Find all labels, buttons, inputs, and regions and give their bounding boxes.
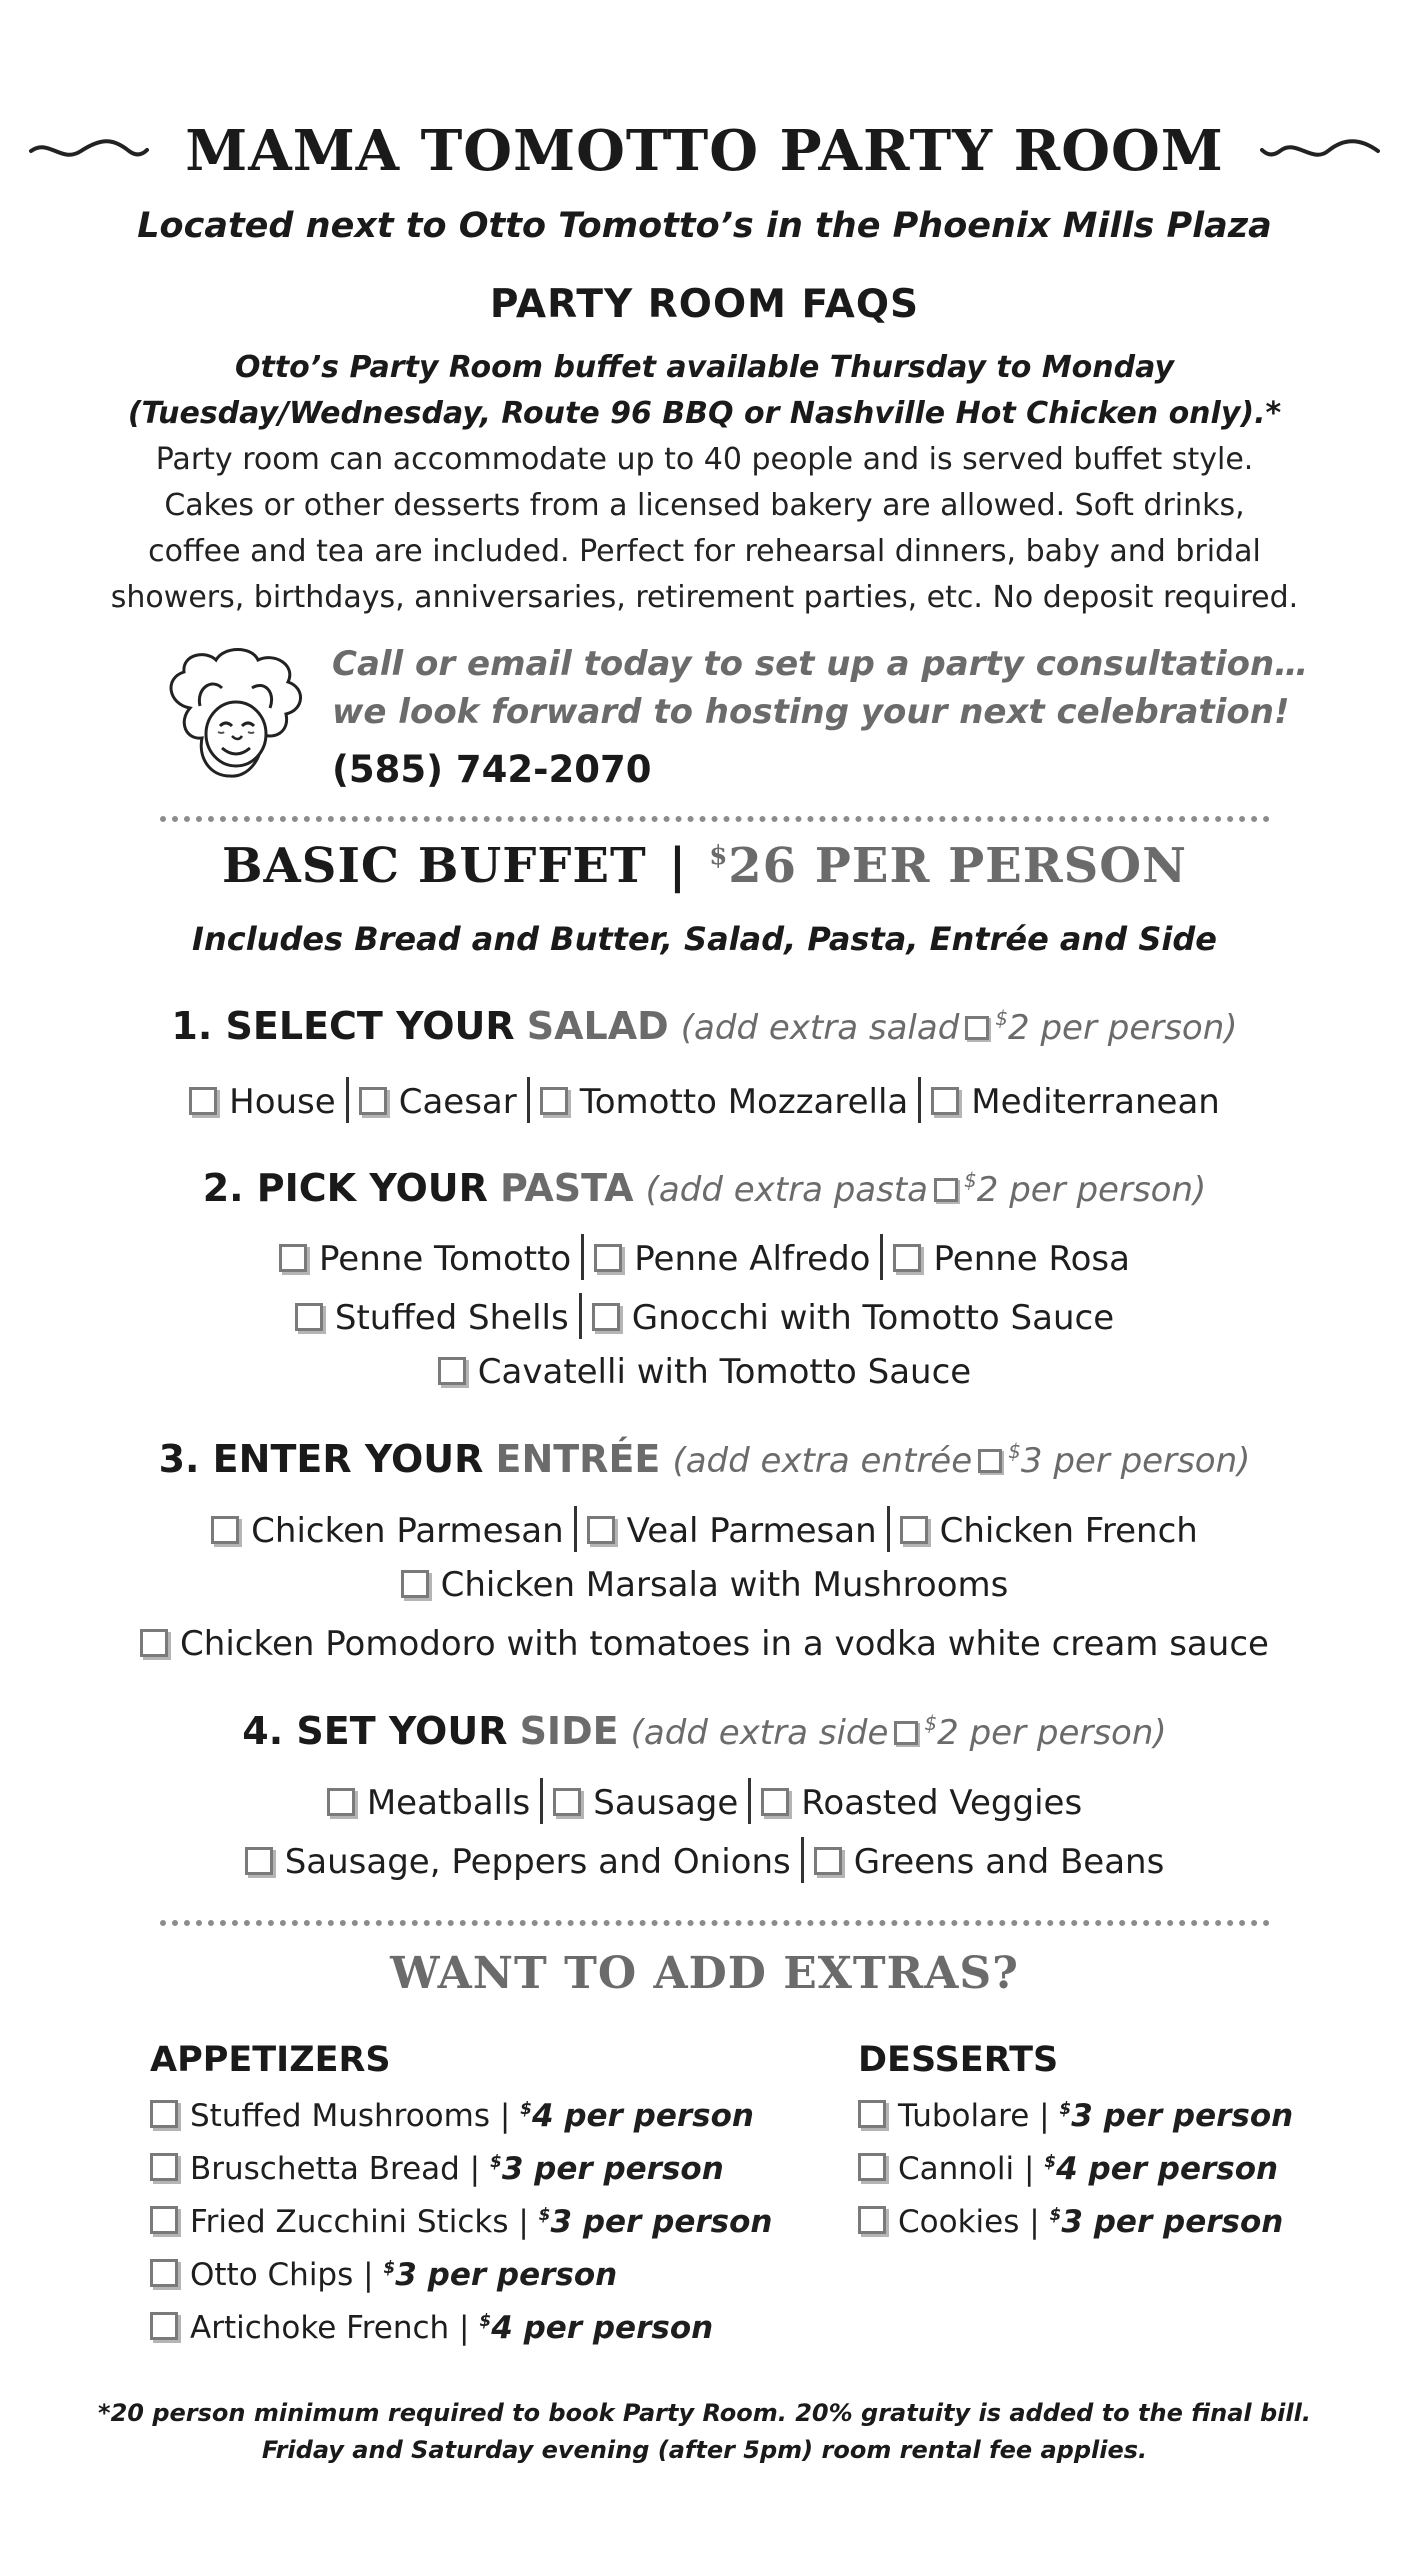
option-chicken-parmesan[interactable]: Chicken Parmesan xyxy=(211,1511,564,1551)
buffet-title xyxy=(0,838,1409,894)
option-sausage-peppers-onions[interactable]: Sausage, Peppers and Onions xyxy=(245,1842,791,1882)
item-price: $3 per person xyxy=(383,2257,618,2293)
faq-body-line: Party room can accommodate up to 40 people and is served buffet style. xyxy=(155,442,1254,477)
extra-pasta-note: (add extra pasta $2 per person) xyxy=(645,1168,1207,1210)
appetizer-item[interactable]: Artichoke French | $4 per person xyxy=(150,2310,772,2363)
option-stuffed-shells[interactable]: Stuffed Shells xyxy=(295,1298,569,1338)
entree-options-line xyxy=(0,1506,1409,1552)
option-divider xyxy=(748,1778,751,1824)
mama-face-icon xyxy=(160,648,310,788)
option-gnocchi[interactable]: Gnocchi with Tomotto Sauce xyxy=(592,1298,1114,1338)
option-caesar[interactable]: Caesar xyxy=(359,1082,517,1122)
buffet-separator: | xyxy=(668,838,688,894)
checkbox[interactable] xyxy=(150,2259,178,2287)
checkbox[interactable] xyxy=(150,2153,178,2181)
step-entree-heading xyxy=(0,1437,1409,1481)
option-divider xyxy=(540,1778,543,1824)
currency-symbol: $ xyxy=(964,1168,977,1192)
option-divider xyxy=(527,1077,530,1123)
dotted-divider xyxy=(160,816,1270,822)
option-divider xyxy=(346,1077,349,1123)
option-divider xyxy=(574,1506,577,1552)
option-penne-alfredo[interactable]: Penne Alfredo xyxy=(594,1239,870,1279)
checkbox[interactable] xyxy=(893,1244,921,1272)
option-penne-tomotto[interactable]: Penne Tomotto xyxy=(279,1239,571,1279)
checkbox[interactable] xyxy=(931,1087,959,1115)
option-tomotto-mozzarella[interactable]: Tomotto Mozzarella xyxy=(540,1082,909,1122)
faq-body-line: coffee and tea are included. Perfect for rehearsal dinners, baby and bridal xyxy=(148,534,1261,569)
step-side-heading xyxy=(0,1709,1409,1753)
faq-body-line: showers, birthdays, anniversaries, retirement parties, etc. No deposit required. xyxy=(110,580,1299,615)
option-penne-rosa[interactable]: Penne Rosa xyxy=(893,1239,1129,1279)
phone-number[interactable]: (585) 742-2070 xyxy=(332,748,652,791)
buffet-name: BASIC BUFFET xyxy=(221,838,647,894)
extra-pasta-checkbox[interactable] xyxy=(934,1178,958,1202)
item-price: $4 per person xyxy=(479,2310,714,2346)
currency-symbol: $ xyxy=(1008,1439,1021,1463)
checkbox[interactable] xyxy=(858,2153,886,2181)
option-divider xyxy=(918,1077,921,1123)
desserts-list xyxy=(858,2098,1293,2257)
faq-body-line: Cakes or other desserts from a licensed bakery are allowed. Soft drinks, xyxy=(164,488,1245,523)
checkbox[interactable] xyxy=(279,1244,307,1272)
extra-entree-note: (add extra entrée $3 per person) xyxy=(672,1439,1251,1481)
pasta-options-line xyxy=(0,1352,1409,1392)
appetizer-item[interactable]: Bruschetta Bread | $3 per person xyxy=(150,2151,772,2204)
option-veal-parmesan[interactable]: Veal Parmesan xyxy=(587,1511,877,1551)
checkbox[interactable] xyxy=(150,2206,178,2234)
buffet-price xyxy=(709,838,1187,894)
option-roasted-veggies[interactable]: Roasted Veggies xyxy=(761,1783,1082,1823)
appetizers-list xyxy=(150,2098,772,2363)
option-mediterranean[interactable]: Mediterranean xyxy=(931,1082,1220,1122)
extra-entree-checkbox[interactable] xyxy=(978,1449,1002,1473)
item-price: $4 per person xyxy=(1044,2151,1279,2187)
callout-line: Call or email today to set up a party consultation… xyxy=(332,644,1309,684)
option-cavatelli[interactable]: Cavatelli with Tomotto Sauce xyxy=(438,1352,971,1392)
currency-symbol: $ xyxy=(995,1006,1009,1030)
appetizer-item[interactable]: Stuffed Mushrooms | $4 per person xyxy=(150,2098,772,2151)
entree-options-line xyxy=(0,1624,1409,1664)
option-divider xyxy=(579,1293,582,1339)
footnote-line: Friday and Saturday evening (after 5pm) room rental fee applies. xyxy=(261,2436,1148,2464)
checkbox[interactable] xyxy=(761,1788,789,1816)
step-pasta-heading xyxy=(0,1166,1409,1210)
item-price: $3 per person xyxy=(538,2204,773,2240)
dessert-item[interactable]: Cannoli | $4 per person xyxy=(858,2151,1293,2204)
checkbox[interactable] xyxy=(587,1516,615,1544)
item-price: $3 per person xyxy=(1049,2204,1284,2240)
extra-salad-checkbox[interactable] xyxy=(965,1016,989,1040)
dessert-item[interactable]: Tubolare | $3 per person xyxy=(858,2098,1293,2151)
step-category: SIDE xyxy=(519,1709,619,1753)
location-subtitle: Located next to Otto Tomotto’s in the Phoenix Mills Plaza xyxy=(137,206,1272,246)
buffet-includes: Includes Bread and Butter, Salad, Pasta, Entrée and Side xyxy=(192,920,1217,958)
right-swash-icon xyxy=(1260,136,1380,166)
pasta-options-line xyxy=(0,1293,1409,1339)
item-price: $3 per person xyxy=(489,2151,724,2187)
faq-heading: PARTY ROOM FAQS xyxy=(489,282,920,327)
checkbox[interactable] xyxy=(858,2206,886,2234)
footnote xyxy=(0,2395,1409,2469)
step-prefix: 4. SET YOUR xyxy=(242,1709,508,1753)
title-row xyxy=(0,118,1409,184)
step-prefix: 2. PICK YOUR xyxy=(202,1166,488,1210)
entree-options-line xyxy=(0,1565,1409,1605)
option-divider xyxy=(880,1234,883,1280)
checkbox[interactable] xyxy=(150,2100,178,2128)
item-price: $4 per person xyxy=(520,2098,754,2134)
checkbox[interactable] xyxy=(327,1788,355,1816)
faq-body xyxy=(100,437,1309,621)
option-divider xyxy=(581,1234,584,1280)
option-meatballs[interactable]: Meatballs xyxy=(327,1783,530,1823)
faq-availability xyxy=(0,345,1409,437)
option-divider xyxy=(801,1837,804,1883)
checkbox[interactable] xyxy=(438,1357,466,1385)
option-sausage[interactable]: Sausage xyxy=(553,1783,738,1823)
callout-line: we look forward to hosting your next celebration! xyxy=(332,692,1290,732)
checkbox[interactable] xyxy=(858,2100,886,2128)
side-options-line xyxy=(0,1778,1409,1824)
option-chicken-pomodoro[interactable]: Chicken Pomodoro with tomatoes in a vodka white cream sauce xyxy=(140,1624,1269,1664)
checkbox[interactable] xyxy=(245,1847,273,1875)
option-divider xyxy=(887,1506,890,1552)
item-price: $3 per person xyxy=(1059,2098,1294,2134)
checkbox[interactable] xyxy=(540,1087,568,1115)
checkbox[interactable] xyxy=(359,1087,387,1115)
option-greens-and-beans[interactable]: Greens and Beans xyxy=(814,1842,1165,1882)
availability-line: Otto’s Party Room buffet available Thursday to Monday xyxy=(234,350,1174,385)
dessert-item[interactable]: Cookies | $3 per person xyxy=(858,2204,1293,2257)
desserts-heading: DESSERTS xyxy=(858,2040,1059,2080)
checkbox[interactable] xyxy=(211,1516,239,1544)
left-swash-icon xyxy=(29,136,149,166)
option-chicken-marsala[interactable]: Chicken Marsala with Mushrooms xyxy=(401,1565,1009,1605)
checkbox[interactable] xyxy=(553,1788,581,1816)
pasta-options-line xyxy=(0,1234,1409,1280)
checkbox[interactable] xyxy=(900,1516,928,1544)
step-category: SALAD xyxy=(526,1004,669,1048)
checkbox[interactable] xyxy=(295,1303,323,1331)
checkbox[interactable] xyxy=(592,1303,620,1331)
checkbox[interactable] xyxy=(140,1629,168,1657)
salad-options-line xyxy=(0,1077,1409,1123)
side-options-line xyxy=(0,1837,1409,1883)
page-title: MAMA TOMOTTO PARTY ROOM xyxy=(185,118,1224,184)
step-category: ENTRÉE xyxy=(495,1437,661,1481)
footnote-line: *20 person minimum required to book Party Room. 20% gratuity is added to the final bill. xyxy=(98,2399,1311,2427)
option-chicken-french[interactable]: Chicken French xyxy=(900,1511,1198,1551)
appetizer-item[interactable]: Otto Chips | $3 per person xyxy=(150,2257,772,2310)
buffet-price-text: 26 PER PERSON xyxy=(728,838,1187,894)
consultation-callout xyxy=(332,640,1332,736)
currency-symbol: $ xyxy=(924,1711,938,1735)
step-prefix: 3. ENTER YOUR xyxy=(158,1437,484,1481)
checkbox[interactable] xyxy=(594,1244,622,1272)
appetizers-heading: APPETIZERS xyxy=(150,2040,391,2080)
step-category: PASTA xyxy=(500,1166,634,1210)
checkbox[interactable] xyxy=(401,1570,429,1598)
extra-salad-note: (add extra salad $2 per person) xyxy=(680,1006,1238,1048)
step-salad-heading xyxy=(0,1004,1409,1048)
dotted-divider xyxy=(160,1920,1270,1926)
extra-side-note: (add extra side $2 per person) xyxy=(630,1711,1167,1753)
step-prefix: 1. SELECT YOUR xyxy=(171,1004,515,1048)
currency-symbol: $ xyxy=(709,841,729,871)
extras-title: WANT TO ADD EXTRAS? xyxy=(390,1948,1019,1999)
availability-line: (Tuesday/Wednesday, Route 96 BBQ or Nashville Hot Chicken only).* xyxy=(127,396,1282,431)
extra-side-checkbox[interactable] xyxy=(894,1721,918,1745)
checkbox[interactable] xyxy=(814,1847,842,1875)
appetizer-item[interactable]: Fried Zucchini Sticks | $3 per person xyxy=(150,2204,772,2257)
option-house[interactable]: House xyxy=(189,1082,336,1122)
checkbox[interactable] xyxy=(189,1087,217,1115)
checkbox[interactable] xyxy=(150,2312,178,2340)
